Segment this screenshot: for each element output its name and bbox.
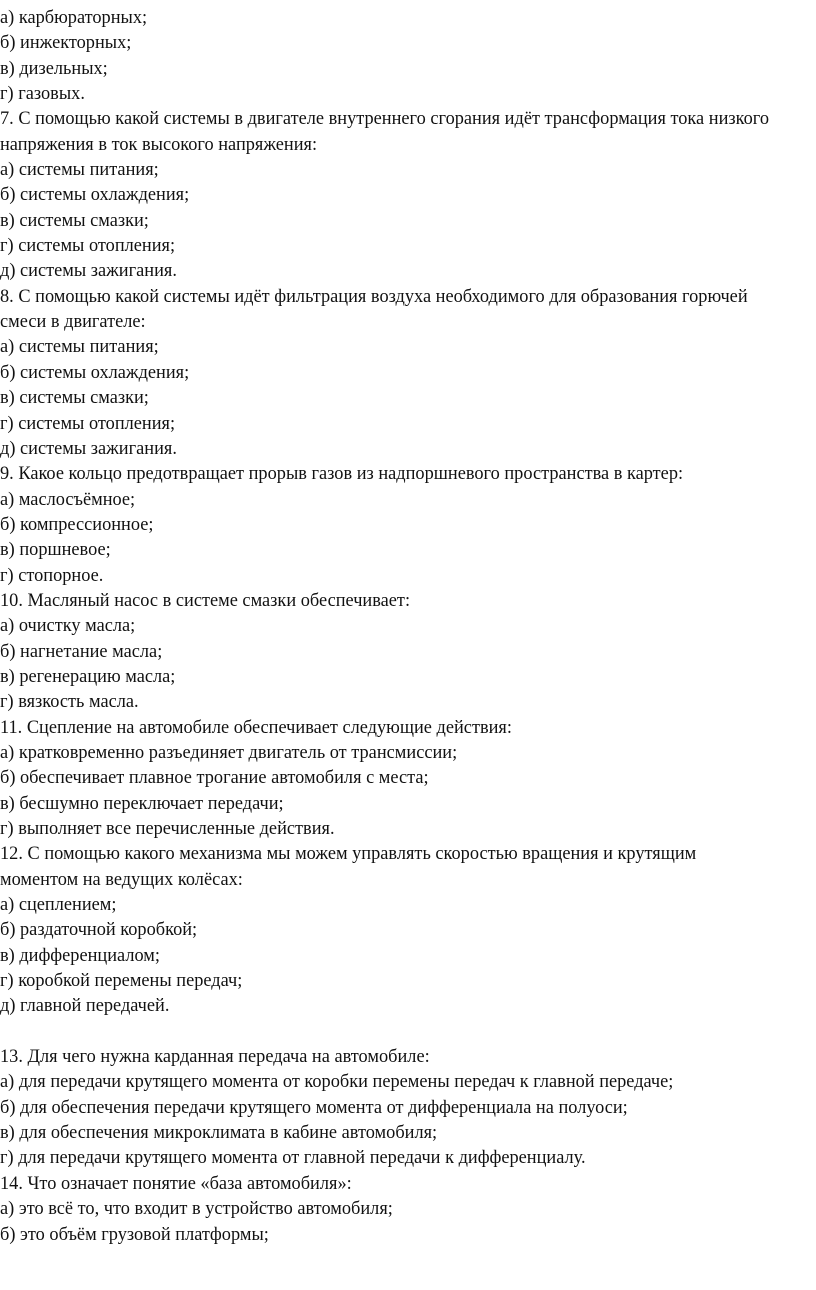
text-line: г) коробкой перемены передач; bbox=[0, 970, 243, 992]
text-line: в) поршневое; bbox=[0, 539, 111, 561]
text-line: в) для обеспечения микроклимата в кабине автомобиля; bbox=[0, 1122, 438, 1144]
text-line: г) стопорное. bbox=[0, 564, 104, 586]
text-line: 9. Какое кольцо предотвращает прорыв газов из надпоршневого пространства в картер: bbox=[0, 463, 684, 485]
text-line: 11. Сцепление на автомобиле обеспечивает следующие действия: bbox=[0, 716, 512, 738]
text-line: а) это всё то, что входит в устройство автомобиля; bbox=[0, 1198, 393, 1220]
text-line: а) маслосъёмное; bbox=[0, 488, 136, 510]
text-line: д) системы зажигания. bbox=[0, 437, 177, 459]
text-line: напряжения в ток высокого напряжения: bbox=[0, 133, 318, 155]
document-text bbox=[0, 5, 811, 1247]
text-line: б) обеспечивает плавное трогание автомобиля с места; bbox=[0, 767, 429, 789]
text-line: а) для передачи крутящего момента от коробки перемены передач к главной передаче; bbox=[0, 1071, 674, 1093]
text-line: г) для передачи крутящего момента от главной передачи к дифференциалу. bbox=[0, 1147, 586, 1169]
text-line: в) дифференциалом; bbox=[0, 944, 160, 966]
text-line: а) сцеплением; bbox=[0, 894, 117, 916]
text-line: б) системы охлаждения; bbox=[0, 184, 190, 206]
text-line: в) системы смазки; bbox=[0, 387, 149, 409]
text-line: 13. Для чего нужна карданная передача на автомобиле: bbox=[0, 1046, 430, 1068]
text-line: в) регенерацию масла; bbox=[0, 665, 176, 687]
text-line: 7. С помощью какой системы в двигателе внутреннего сгорания идёт трансформация тока низкого bbox=[0, 108, 769, 130]
text-line: д) системы зажигания. bbox=[0, 260, 177, 282]
text-line bbox=[0, 1019, 811, 1044]
text-line: г) системы отопления; bbox=[0, 235, 176, 257]
text-line: а) карбюраторных; bbox=[0, 7, 148, 28]
text-line: а) системы питания; bbox=[0, 159, 159, 181]
text-line: б) компрессионное; bbox=[0, 513, 154, 535]
text-line: в) дизельных; bbox=[0, 57, 108, 79]
text-line: 14. Что означает понятие «база автомобиля»: bbox=[0, 1172, 352, 1194]
text-line: б) системы охлаждения; bbox=[0, 361, 190, 383]
text-line: г) газовых. bbox=[0, 83, 85, 105]
text-line: б) это объём грузовой платформы; bbox=[0, 1223, 269, 1245]
text-line: б) раздаточной коробкой; bbox=[0, 919, 198, 941]
text-line: 8. С помощью какой системы идёт фильтрация воздуха необходимого для образования горючей bbox=[0, 285, 748, 307]
text-line: д) главной передачей. bbox=[0, 995, 170, 1017]
text-line: 10. Масляный насос в системе смазки обеспечивает: bbox=[0, 589, 411, 611]
text-line: в) системы смазки; bbox=[0, 209, 149, 231]
text-line: г) вязкость масла. bbox=[0, 691, 139, 713]
text-line: г) системы отопления; bbox=[0, 412, 176, 434]
text-line: а) системы питания; bbox=[0, 336, 159, 358]
text-line: 12. С помощью какого механизма мы можем управлять скоростью вращения и крутящим bbox=[0, 843, 697, 865]
text-line: а) очистку масла; bbox=[0, 615, 136, 637]
text-line: б) нагнетание масла; bbox=[0, 640, 163, 662]
text-line: моментом на ведущих колёсах: bbox=[0, 868, 243, 890]
text-line: г) выполняет все перечисленные действия. bbox=[0, 818, 335, 839]
text-line: а) кратковременно разъединяет двигатель от трансмиссии; bbox=[0, 741, 458, 763]
text-line: б) для обеспечения передачи крутящего момента от дифференциала на полуоси; bbox=[0, 1096, 628, 1118]
text-line: смеси в двигателе: bbox=[0, 311, 146, 333]
text-line: в) бесшумно переключает передачи; bbox=[0, 792, 284, 814]
text-line: б) инжекторных; bbox=[0, 32, 132, 54]
